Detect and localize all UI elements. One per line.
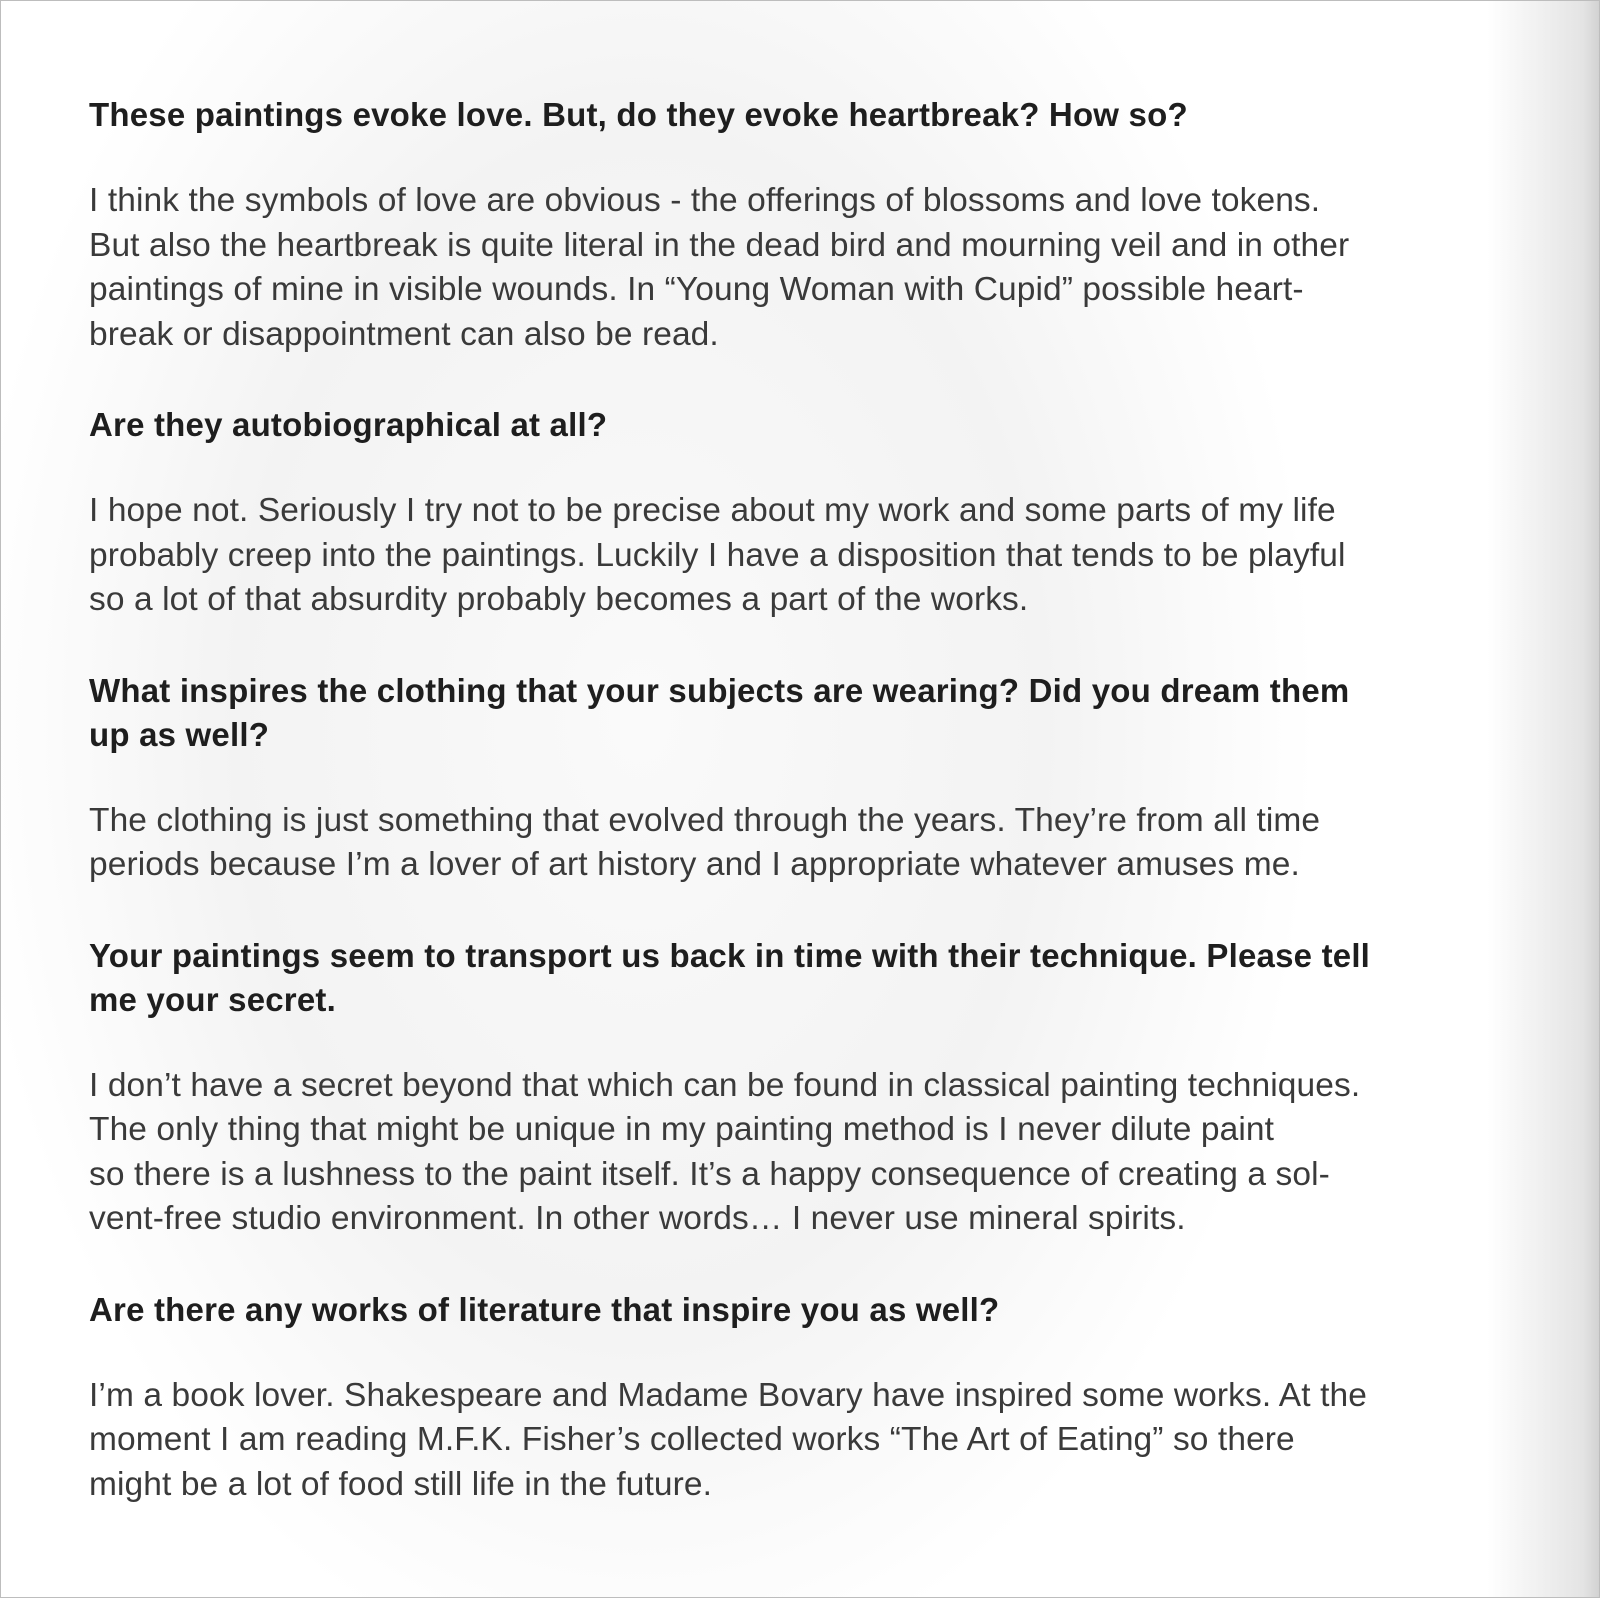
answer-paragraph: The clothing is just something that evolved through the years. They’re from all time periods because I’m a lover of art history and I appropriate whatever amuses me. xyxy=(89,801,1321,883)
interview-content xyxy=(89,93,1529,1507)
answer-paragraph: I think the symbols of love are obvious - the offerings of blossoms and love tokens. But also the heartbreak is quite literal in the dead bird and mourning veil and in other paintings of mine in visible wounds. In “Young Woman with Cupid” possible heart- break or disappointment can also be read. xyxy=(89,182,1350,353)
qa-block xyxy=(89,93,1529,403)
question-heading: Your paintings seem to transport us back in time with their technique. Please tell me your secret. xyxy=(89,936,1371,1018)
qa-block xyxy=(89,934,1529,1288)
question-heading: What inspires the clothing that your subjects are wearing? Did you dream them up as well? xyxy=(89,671,1350,753)
question-heading: Are they autobiographical at all? xyxy=(89,406,608,443)
qa-block xyxy=(89,669,1529,934)
qa-block xyxy=(89,1288,1529,1508)
question-heading: Are there any works of literature that inspire you as well? xyxy=(89,1290,1000,1328)
question-heading: These paintings evoke love. But, do they evoke heartbreak? How so? xyxy=(89,96,1188,133)
answer-paragraph: I hope not. Seriously I try not to be precise about my work and some parts of my life probably creep into the paintings. Luckily I have a disposition that tends to be playful so a lot of that absurdity probably becomes a part of the works. xyxy=(89,492,1346,618)
answer-paragraph: I don’t have a secret beyond that which can be found in classical painting techniques. The only thing that might be unique in my painting method is I never dilute paint so there is a lushness to the paint itself. It’s a happy consequence of creating a sol- vent-free studio environment. In other words… I never use mineral spirits. xyxy=(89,1066,1361,1237)
answer-paragraph: I’m a book lover. Shakespeare and Madame Bovary have inspired some works. At the moment I am reading M.F.K. Fisher’s collected works “The Art of Eating” so there might be a lot of food still life in the future. xyxy=(89,1376,1367,1503)
qa-block xyxy=(89,403,1529,669)
